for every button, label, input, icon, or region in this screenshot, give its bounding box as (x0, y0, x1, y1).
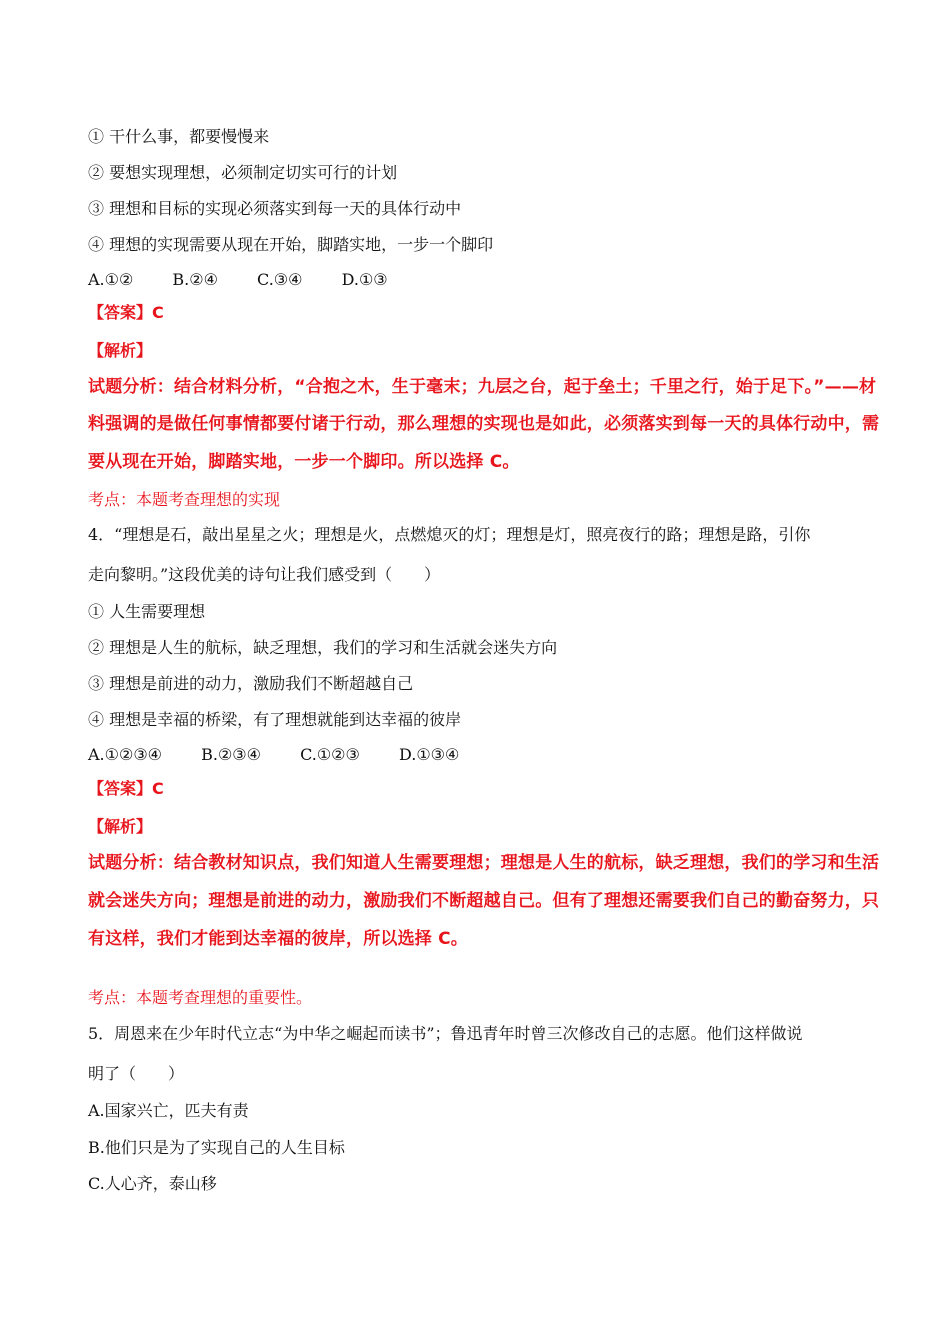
q4-statement-1: ① 人生需要理想 (88, 602, 206, 621)
q3-analysis-line-2: 料强调的是做任何事情都要付诸于行动，那么理想的实现也是如此，必须落实到每一天的具体行动中，需 (88, 414, 880, 434)
q4-analysis-line-1: 试题分析：结合教材知识点，我们知道人生需要理想；理想是人生的航标，缺乏理想，我们的学习和生活 (88, 853, 880, 873)
q4-option-d: D.①③④ (398, 745, 460, 764)
q3-analysis-label: 【解析】 (88, 341, 153, 360)
q5-stem-line-1: 5．周恩来在少年时代立志“为中华之崛起而读书”；鲁迅青年时曾三次修改自己的志愿。他们这样做说 (88, 1024, 803, 1043)
q3-option-b: B.②④ (172, 270, 218, 289)
q4-analysis-label: 【解析】 (88, 817, 153, 836)
q3-statement-1: ① 干什么事，都要慢慢来 (88, 127, 270, 146)
q4-stem-line-1: 4．“理想是石，敲出星星之火；理想是火，点燃熄灭的灯；理想是灯，照亮夜行的路；理想是路，引你 (88, 525, 811, 544)
q4-statement-3: ③ 理想是前进的动力，激励我们不断超越自己 (88, 674, 414, 693)
q3-statement-3: ③ 理想和目标的实现必须落实到每一天的具体行动中 (88, 199, 462, 218)
q5-option-c: C.人心齐，泰山移 (88, 1174, 217, 1193)
q3-statement-4: ④ 理想的实现需要从现在开始，脚踏实地，一步一个脚印 (88, 235, 494, 254)
q4-answer: 【答案】C (88, 779, 164, 798)
q3-options (88, 268, 870, 292)
q4-option-c: C.①②③ (300, 745, 360, 764)
q4-option-b: B.②③④ (201, 745, 261, 764)
q3-option-a: A.①② (88, 270, 134, 289)
q3-analysis-line-3: 要从现在开始，脚踏实地，一步一个脚印。所以选择 C。 (88, 452, 520, 472)
q4-statement-2: ② 理想是人生的航标，缺乏理想，我们的学习和生活就会迷失方向 (88, 638, 558, 657)
q3-analysis-line-1: 试题分析：结合材料分析，“合抱之木，生于毫末；九层之台，起于垒土；千里之行，始于足下。”——材 (88, 377, 877, 397)
q4-statement-4: ④ 理想是幸福的桥梁，有了理想就能到达幸福的彼岸 (88, 710, 462, 729)
q5-option-b: B.他们只是为了实现自己的人生目标 (88, 1138, 345, 1157)
q5-stem-line-2: 明了（ ） (88, 1064, 185, 1083)
q3-option-c: C.③④ (257, 270, 303, 289)
q4-analysis-line-3: 有这样，我们才能到达幸福的彼岸，所以选择 C。 (88, 929, 468, 949)
q3-option-d: D.①③ (341, 270, 388, 289)
q4-options (88, 743, 870, 767)
q4-knowledge-point: 考点：本题考查理想的重要性。 (88, 988, 313, 1007)
q3-statement-2: ② 要想实现理想，必须制定切实可行的计划 (88, 163, 398, 182)
q5-option-a: A.国家兴亡，匹夫有责 (88, 1101, 249, 1120)
q4-stem-line-2: 走向黎明。”这段优美的诗句让我们感受到（ ） (88, 565, 441, 584)
q4-option-a: A.①②③④ (88, 745, 163, 764)
q3-knowledge-point: 考点：本题考查理想的实现 (88, 490, 281, 509)
q4-analysis-line-2: 就会迷失方向；理想是前进的动力，激励我们不断超越自己。但有了理想还需要我们自己的勤奋努力，只 (88, 891, 880, 911)
q3-answer: 【答案】C (88, 303, 164, 322)
